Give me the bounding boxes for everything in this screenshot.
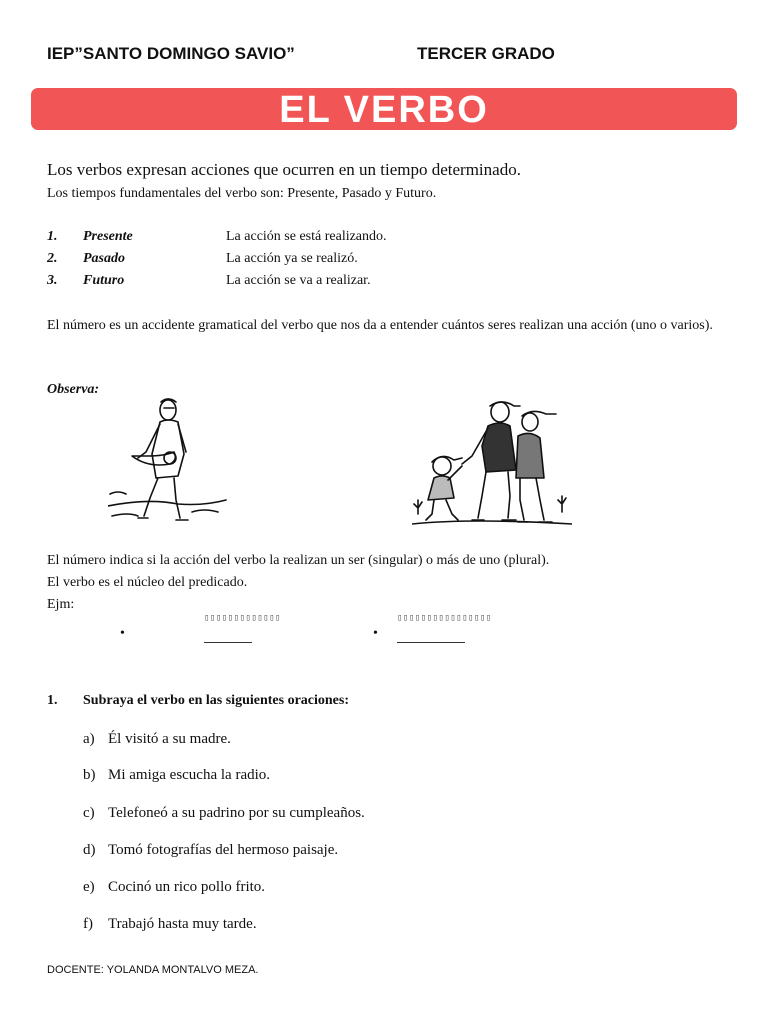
tense-description: La acción se va a realizar. — [226, 273, 371, 288]
item-text: Cocinó un rico pollo frito. — [108, 879, 266, 895]
bullet-dot: • — [120, 626, 125, 641]
underline-brace — [397, 638, 465, 643]
teacher-footer: DOCENTE: YOLANDA MONTALVO MEZA. — [47, 964, 259, 976]
intro-line-2: Los tiempos fundamentales del verbo son: Presente, Pasado y Futuro. — [47, 186, 437, 201]
page-title: EL VERBO — [279, 89, 489, 131]
item-letter: f) — [83, 916, 93, 932]
tense-number: 2. — [47, 251, 58, 266]
tense-row — [47, 229, 547, 251]
explain-line-3: Ejm: — [47, 597, 75, 612]
tense-name: Pasado — [83, 251, 125, 266]
item-letter: c) — [83, 805, 95, 821]
tense-number: 1. — [47, 229, 58, 244]
explain-line-1: El número indica si la acción del verbo la realizan un ser (singular) o más de uno (plural). — [47, 553, 550, 568]
tense-name: Presente — [83, 229, 133, 244]
man-walking-illustration — [108, 394, 228, 526]
tenses-list — [47, 229, 547, 295]
grade-label: TERCER GRADO — [417, 44, 555, 63]
tense-description: La acción ya se realizó. — [226, 251, 358, 266]
school-name: IEP”SANTO DOMINGO SAVIO” — [47, 44, 295, 63]
exercise-item — [83, 842, 338, 859]
tense-row — [47, 273, 547, 295]
exercise-number: 1. — [47, 693, 58, 708]
observa-label: Observa: — [47, 382, 100, 397]
placeholder-glyphs: ▯▯▯▯▯▯▯▯▯▯▯▯▯ — [204, 613, 281, 623]
bullet-dot: • — [373, 626, 378, 641]
item-text: Telefoneó a su padrino por su cumpleaños. — [108, 805, 365, 821]
tense-number: 3. — [47, 273, 58, 288]
tense-name: Futuro — [83, 273, 125, 288]
item-text: Trabajó hasta muy tarde. — [108, 916, 257, 932]
exercise-title: Subraya el verbo en las siguientes oraciones: — [83, 693, 349, 708]
exercise-item — [83, 916, 257, 933]
explain-line-2: El verbo es el núcleo del predicado. — [47, 575, 248, 590]
tense-row — [47, 251, 547, 273]
item-letter: a) — [83, 731, 95, 747]
exercise-item — [83, 767, 270, 784]
item-text: Mi amiga escucha la radio. — [108, 767, 271, 783]
item-text: Él visitó a su madre. — [108, 731, 231, 747]
item-text: Tomó fotografías del hermoso paisaje. — [108, 842, 339, 858]
tense-description: La acción se está realizando. — [226, 229, 387, 244]
family-walking-illustration — [412, 396, 572, 530]
intro-line-1: Los verbos expresan acciones que ocurren en un tiempo determinado. — [47, 160, 521, 179]
exercise-item — [83, 879, 265, 896]
item-letter: d) — [83, 842, 96, 858]
item-letter: e) — [83, 879, 95, 895]
number-paragraph: El número es un accidente gramatical del verbo que nos da a entender cuántos seres realizan una acción (uno o varios). — [47, 318, 713, 333]
placeholder-glyphs: ▯▯▯▯▯▯▯▯▯▯▯▯▯▯▯▯ — [397, 613, 492, 623]
underline-brace — [204, 638, 252, 643]
exercise-item — [83, 805, 365, 822]
title-banner — [31, 88, 737, 130]
exercise-item — [83, 731, 231, 748]
item-letter: b) — [83, 767, 96, 783]
